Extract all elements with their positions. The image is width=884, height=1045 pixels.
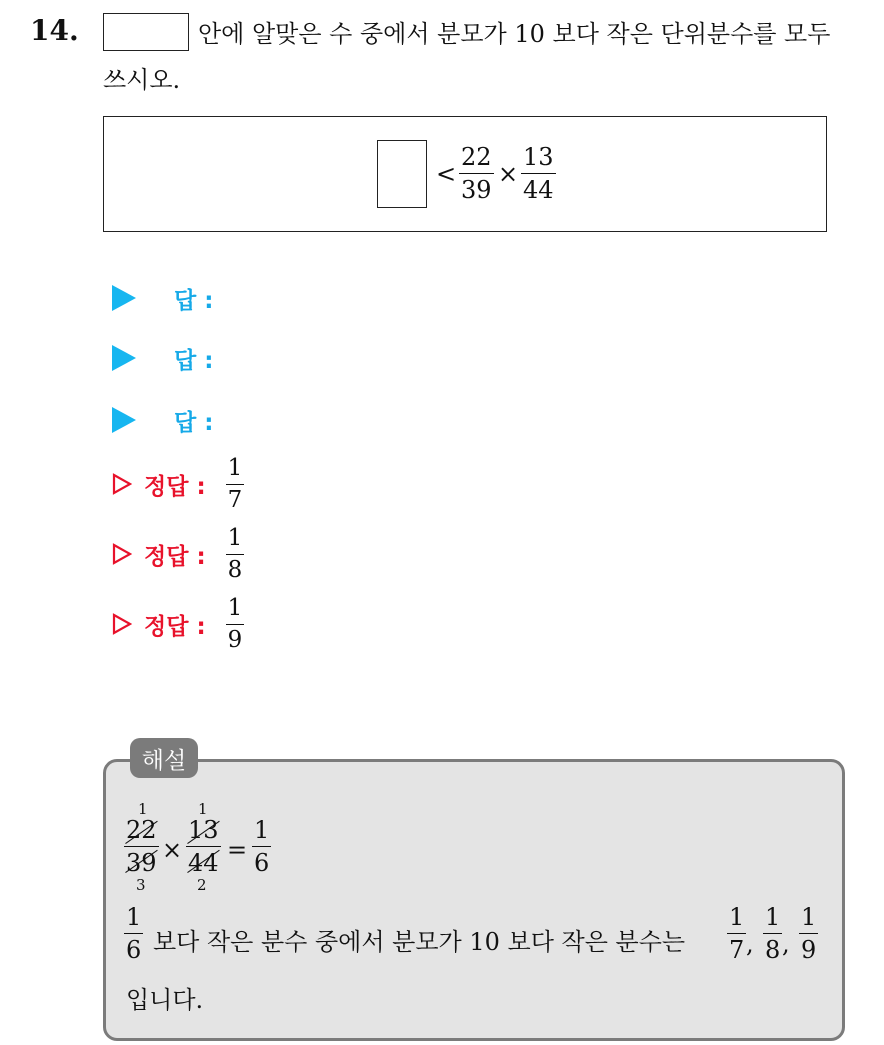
correct-answer-row: [112, 596, 244, 652]
cancel-result-bottom: 2: [197, 876, 207, 894]
outline-triangle-icon: [112, 613, 132, 635]
comma: ,: [746, 930, 754, 958]
fraction-13-44: [521, 145, 556, 202]
cancelled-fraction-13-44: [186, 818, 221, 875]
fraction-denominator: 44: [188, 849, 219, 877]
times-sign: ×: [162, 836, 183, 864]
fraction-denominator: 8: [765, 936, 781, 964]
result-fraction: [252, 818, 271, 875]
fraction-numerator: 1: [227, 524, 243, 551]
fraction-denominator: 8: [227, 556, 243, 583]
fraction-numerator: 1: [729, 903, 745, 931]
question-number: 14.: [30, 14, 79, 47]
fraction-numerator: 1: [227, 594, 243, 621]
explanation-box: [103, 759, 845, 1041]
outline-triangle-icon: [112, 473, 132, 495]
answer-row: [112, 338, 213, 378]
fraction-numerator: 1: [227, 454, 243, 481]
fraction-numerator: 1: [765, 903, 781, 931]
cancel-result-top: 1: [138, 800, 148, 818]
correct-answer-label: 정답 :: [144, 543, 206, 570]
answer-label: 답 :: [174, 287, 214, 314]
answer-label: 답 :: [174, 347, 214, 374]
explanation-line3-text: 입니다.: [126, 986, 204, 1014]
answer-fraction: [763, 905, 782, 962]
answer-row: [112, 278, 213, 318]
play-arrow-icon: [112, 345, 136, 371]
answer-label: 답 :: [174, 409, 214, 436]
inline-blank-box: [103, 13, 189, 51]
fraction-numerator: 1: [254, 816, 270, 844]
outline-triangle-icon: [112, 543, 132, 565]
answer-row: [112, 400, 213, 440]
fraction-denominator: 44: [523, 176, 554, 204]
cancel-result-bottom: 3: [136, 876, 146, 894]
fraction-denominator: 7: [227, 486, 243, 513]
fraction-denominator: 9: [227, 626, 243, 653]
fraction-numerator: 13: [188, 816, 219, 844]
correct-answer-fraction: [226, 594, 245, 653]
fraction-denominator: 39: [126, 849, 157, 877]
cancel-result-top: 1: [198, 800, 208, 818]
fraction-numerator: 1: [126, 903, 142, 931]
explanation-line2-text: 보다 작은 분수 중에서 분모가 10 보다 작은 분수는: [153, 928, 686, 956]
comma: ,: [782, 930, 790, 958]
equals-sign: =: [227, 836, 248, 864]
fraction-denominator: 7: [729, 936, 745, 964]
play-arrow-icon: [112, 285, 136, 311]
fraction-denominator: 9: [801, 936, 817, 964]
fraction-numerator: 13: [523, 143, 554, 171]
correct-answer-fraction: [226, 454, 245, 513]
correct-answer-fraction: [226, 524, 245, 583]
fraction-numerator: 22: [461, 143, 492, 171]
explanation-tag: 해설: [130, 738, 198, 778]
play-arrow-icon: [112, 407, 136, 433]
correct-answer-row: [112, 526, 244, 582]
fraction-22-39: [459, 145, 494, 202]
times-sign: ×: [498, 160, 519, 188]
answer-fraction: [727, 905, 746, 962]
question-text-line2: 쓰시오.: [103, 66, 181, 94]
answer-blank-box: [377, 140, 427, 208]
fraction-denominator: 6: [254, 849, 270, 877]
one-sixth-fraction: [124, 905, 143, 962]
fraction-denominator: 6: [126, 936, 142, 964]
fraction-denominator: 39: [461, 176, 492, 204]
less-than-sign: <: [436, 160, 457, 188]
cancelled-fraction-22-39: [124, 818, 159, 875]
correct-answer-label: 정답 :: [144, 613, 206, 640]
correct-answer-row: [112, 456, 244, 512]
answer-fraction: [799, 905, 818, 962]
fraction-numerator: 22: [126, 816, 157, 844]
correct-answer-label: 정답 :: [144, 473, 206, 500]
question-text-line1: 안에 알맞은 수 중에서 분모가 10 보다 작은 단위분수를 모두: [198, 20, 831, 48]
fraction-numerator: 1: [801, 903, 817, 931]
